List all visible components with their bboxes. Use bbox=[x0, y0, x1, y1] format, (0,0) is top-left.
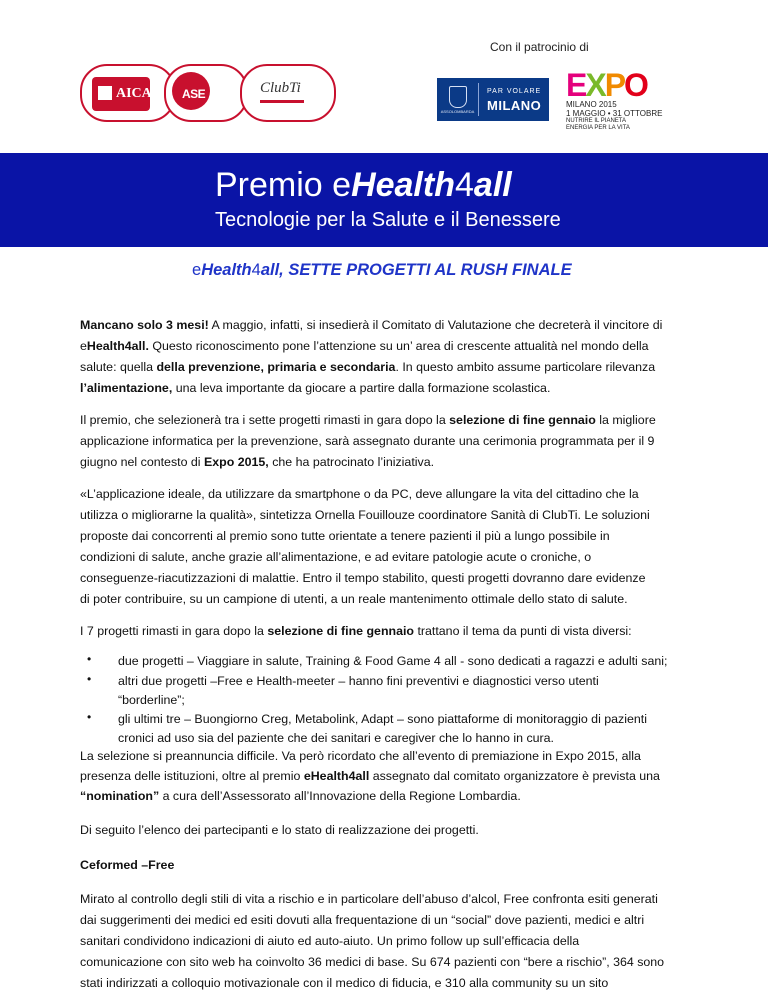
para7-line4: comunicazione con sito web ha coinvolto 36 medici di base. Su 674 pazienti con “bere a rischio”, 364 sono bbox=[80, 955, 665, 969]
clubti-logo: ClubTi bbox=[240, 64, 336, 122]
para2-line3: giugno nel contesto di Expo 2015, che ha patrocinato l’iniziativa. bbox=[80, 455, 435, 469]
para3-line5: conseguenze-riacutizzazioni di malattie. Entro il tempo stabilito, questi progetti dovranno dare evidenze bbox=[80, 571, 646, 585]
para1-line2: eHealth4all. Questo riconoscimento pone l’attenzione su un’ area di crescente attualità nel mondo della bbox=[80, 339, 649, 353]
bullet-icon: • bbox=[87, 710, 92, 724]
para7-line2: dai suggerimenti dei medici ed esiti dovuti alla frequentazione di un “social” dove pazienti, medici e altri bbox=[80, 913, 645, 927]
bullet-icon: • bbox=[87, 672, 92, 686]
banner-subtitle: Tecnologie per la Salute e il Benessere bbox=[215, 209, 561, 231]
para3-line4: condizioni di salute, anche grazie all’alimentazione, e ad evitare patologie acute o croniche, o bbox=[80, 550, 592, 564]
para7-line1: Mirato al controllo degli stili di vita a rischio e in particolare dell’abuso d’alcol, Free confronta esiti generati bbox=[80, 892, 658, 906]
aset-logo: ASE bbox=[164, 64, 248, 122]
para5-line2: presenza delle istituzioni, oltre al premio eHealth4all assegnato dal comitato organizzatore è prevista una bbox=[80, 769, 660, 783]
banner-title: Premio eHealth4all bbox=[215, 166, 512, 204]
para7-line5: stati indirizzati a colloquio motivazionale con il medico di fiducia, e 310 alla community su un sito bbox=[80, 976, 609, 990]
headline: eHealth4all, SETTE PROGETTI AL RUSH FINALE bbox=[192, 261, 572, 279]
para1-line3: salute: quella della prevenzione, primaria e secondaria. In questo ambito assume particolare rilevanza bbox=[80, 360, 656, 374]
para7-line3: sanitari condividono indicazioni di aiuto ed auto-aiuto. Un primo follow up sull’efficacia della bbox=[80, 934, 580, 948]
para3-line2: utilizza o migliorarne la qualità», sintetizza Ornella Fouillouze coordinatore Sanità di ClubTi. Le soluzioni bbox=[80, 508, 650, 522]
para2-line2: applicazione informatica per la prevenzione, sarà assegnato durante una cerimonia programmata per il 9 bbox=[80, 434, 655, 448]
para3-line3: proposte dai concorrenti al premio sono tutte orientate a tenere pazienti il più a lungo possibile in bbox=[80, 529, 610, 543]
para2-line1: Il premio, che selezionerà tra i sette progetti rimasti in gara dopo la selezione di fine gennaio la migliore bbox=[80, 413, 656, 427]
para3-line6: di poter contribuire, su un campione di utenti, a un reale mantenimento ottimale dello stato di salute. bbox=[80, 592, 628, 606]
para1-line4: l’alimentazione, una leva importante da giocare a partire dalla formazione scolastica. bbox=[80, 381, 551, 395]
para4-line1: I 7 progetti rimasti in gara dopo la selezione di fine gennaio trattano il tema da punti di vista diversi: bbox=[80, 624, 632, 638]
list-item-continuation: “borderline”; bbox=[118, 693, 185, 707]
expo-wordmark: EXPO bbox=[566, 67, 647, 103]
sponsor-logos bbox=[80, 62, 336, 122]
crest-icon bbox=[449, 86, 467, 108]
title-banner bbox=[0, 153, 768, 247]
milano-logo: ASSOLOMBARDA PAR VOLARE MILANO bbox=[437, 78, 549, 121]
patronage-caption: Con il patrocinio di bbox=[490, 40, 589, 54]
section-title: Ceformed –Free bbox=[80, 858, 175, 872]
bullet-icon: • bbox=[87, 652, 92, 666]
para5-line1: La selezione si preannuncia difficile. Va però ricordato che all’evento di premiazione in Expo 2015, alla bbox=[80, 749, 641, 763]
para1-line1: Mancano solo 3 mesi! A maggio, infatti, si insedierà il Comitato di Valutazione che decreterà il vincitore di bbox=[80, 318, 663, 332]
list-item: due progetti – Viaggiare in salute, Training & Food Game 4 all - sono dedicati a ragazzi e adulti sani; bbox=[118, 654, 668, 668]
expo-logo: EXPO MILANO 2015 1 MAGGIO • 31 OTTOBRE NUTRIRE IL PIANETA ENERGIA PER LA VITA bbox=[566, 70, 666, 130]
para3-line1: «L’applicazione ideale, da utilizzare da smartphone o da PC, deve allungare la vita del cittadino che la bbox=[80, 487, 639, 501]
list-item-continuation: cronici ad uso sia del paziente che dei sanitari e caregiver che lo hanno in cura. bbox=[118, 731, 554, 745]
para5-line3: “nomination” a cura dell’Assessorato all’Innovazione della Regione Lombardia. bbox=[80, 789, 521, 803]
aica-logo: AICA bbox=[80, 64, 176, 122]
list-item: altri due progetti –Free e Health-meeter – hanno fini preventivi e diagnostici verso utenti bbox=[118, 674, 599, 688]
para6: Di seguito l’elenco dei partecipanti e lo stato di realizzazione dei progetti. bbox=[80, 823, 479, 837]
list-item: gli ultimi tre – Buongiorno Creg, Metabolink, Adapt – sono piattaforme di monitoraggio di pazienti bbox=[118, 712, 647, 726]
